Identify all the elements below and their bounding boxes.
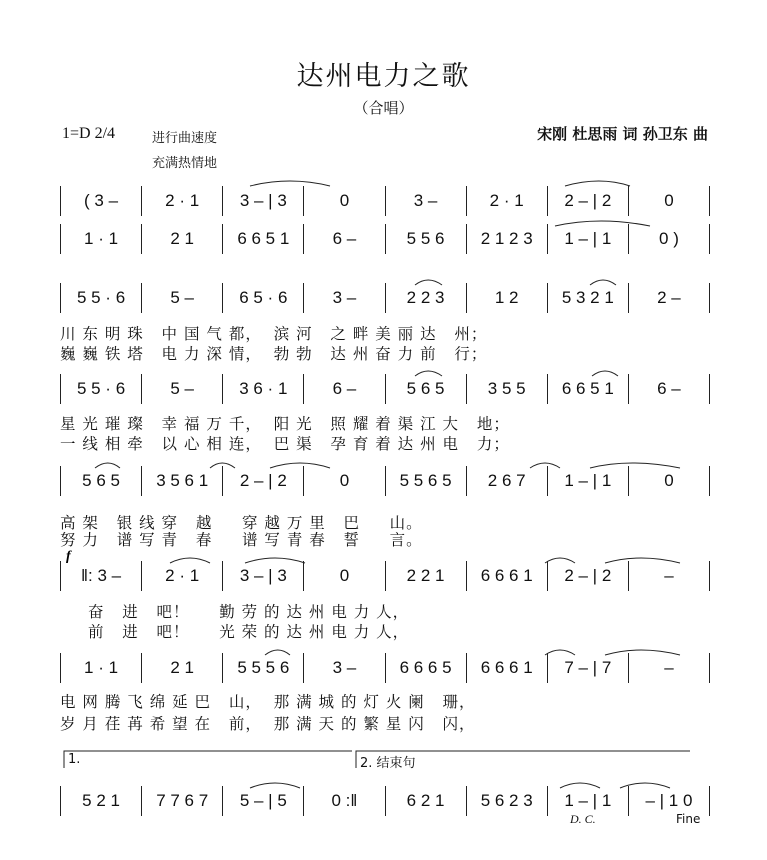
measure: 2 · 1 [467,186,548,216]
credits: 宋刚 杜思雨 词 孙卫东 曲 [537,125,708,143]
lyric-line: 岁 月 荏 苒 希 望 在 前， 那 满 天 的 繁 星 闪 闪， [60,715,476,733]
staff-7 [60,653,710,683]
song-title: 达州电力之歌 [296,61,471,92]
lyric-line: 川 东 明 珠 中 国 气 都， 滨 河 之 畔 美 丽 达 州； [60,325,488,343]
measure: ‖: 3 – [60,561,142,591]
measure: 0 ) [629,224,710,254]
measure: 5 5 · 6 [60,283,142,313]
measure: – [629,653,710,683]
measure: 3 – [304,653,385,683]
staff-8 [60,786,710,816]
measure: – | 1 0 [629,786,710,816]
measure: 2 1 2 3 [467,224,548,254]
measure: 5 2 1 [60,786,142,816]
lyric-line: 电 网 腾 飞 绵 延 巴 山， 那 满 城 的 灯 火 阑 珊， [60,693,476,711]
measure: 6 6 6 5 [386,653,467,683]
measure: 2 – [629,283,710,313]
measure: 5 3 2 1 [548,283,629,313]
measure: 5 5 6 [386,224,467,254]
measure: 3 5 5 [467,374,548,404]
forte-marking: f [66,549,71,564]
measure: 6 – [629,374,710,404]
measure: 1 · 1 [60,224,142,254]
lyric-line: 高 架 银 线 穿 越 穿 越 万 里 巴 山。 [60,514,423,532]
measure: 5 6 5 [386,374,467,404]
measure: 6 6 6 1 [467,653,548,683]
measure: 2 · 1 [142,186,223,216]
measure: 6 5 · 6 [223,283,304,313]
staff-5 [60,466,710,496]
measure: 3 – | 3 [223,561,304,591]
measure: 6 6 6 1 [467,561,548,591]
da-capo-marking: D. C. [570,812,596,826]
staff-1 [60,186,710,216]
lyric-line: 前 进 吧！ 光 荣 的 达 州 电 力 人， [88,623,410,641]
expression-marking: 充满热情地 [152,156,218,171]
measure: 3 – [304,283,385,313]
measure: 5 – [142,374,223,404]
measure: 5 – [142,283,223,313]
measure: 5 5 5 6 [223,653,304,683]
staff-6 [60,561,710,591]
measure: 3 6 · 1 [223,374,304,404]
measure: 7 – | 7 [548,653,629,683]
song-subtitle: （合唱） [353,99,414,117]
lyric-line: 巍 巍 铁 塔 电 力 深 情， 勃 勃 达 州 奋 力 前 行； [60,345,488,363]
lyric-line: 奋 进 吧！ 勤 劳 的 达 州 电 力 人， [88,603,410,621]
measure: 5 5 6 5 [386,466,467,496]
lyric-line: 努 力 谱 写 青 春 谱 写 青 春 誓 言。 [60,531,423,549]
measure: 5 5 · 6 [60,374,142,404]
measure: 2 2 3 [386,283,467,313]
measure: 3 5 6 1 [142,466,223,496]
measure: 6 2 1 [386,786,467,816]
measure: 0 [304,561,385,591]
measure: 2 – | 2 [223,466,304,496]
measure: 5 – | 5 [223,786,304,816]
measure: 6 – [304,224,385,254]
first-ending-bracket [64,751,352,768]
lyric-line: 星 光 璀 璨 幸 福 万 千， 阳 光 照 耀 着 渠 江 大 地； [60,415,510,433]
measure: – [629,561,710,591]
measure: 5 6 2 3 [467,786,548,816]
measure: 1 2 [467,283,548,313]
measure: 1 – | 1 [548,466,629,496]
measure: 2 – | 2 [548,561,629,591]
measure: 3 – | 3 [223,186,304,216]
measure: 6 – [304,374,385,404]
measure: 2 1 [142,224,223,254]
measure: 2 6 7 [467,466,548,496]
fine-marking: Fine [676,812,701,826]
measure: 0 :‖ [304,786,385,816]
measure: 5 6 5 [60,466,142,496]
key-signature: 1=D 2/4 [62,125,116,142]
measure: 2 1 [142,653,223,683]
staff-4 [60,374,710,404]
measure: 2 · 1 [142,561,223,591]
measure: 2 – | 2 [548,186,629,216]
measure: 0 [629,466,710,496]
staff-3 [60,283,710,313]
staff-2 [60,224,710,254]
measure: 0 [629,186,710,216]
measure: 1 · 1 [60,653,142,683]
second-ending-label: 2. 结束句 [360,756,416,771]
measure: 1 – | 1 [548,224,629,254]
measure: 3 – [386,186,467,216]
measure: 7 7 6 7 [142,786,223,816]
measure: 1 – | 1 [548,786,629,816]
tempo-marking: 进行曲速度 [152,131,218,146]
measure: 6 6 5 1 [223,224,304,254]
lyric-line: 一 线 相 牵 以 心 相 连， 巴 渠 孕 育 着 达 州 电 力； [60,435,510,453]
measure: ( 3 – [60,186,142,216]
measure: 0 [304,186,385,216]
measure: 0 [304,466,385,496]
first-ending-label: 1. [68,752,81,767]
measure: 6 6 5 1 [548,374,629,404]
measure: 2 2 1 [386,561,467,591]
